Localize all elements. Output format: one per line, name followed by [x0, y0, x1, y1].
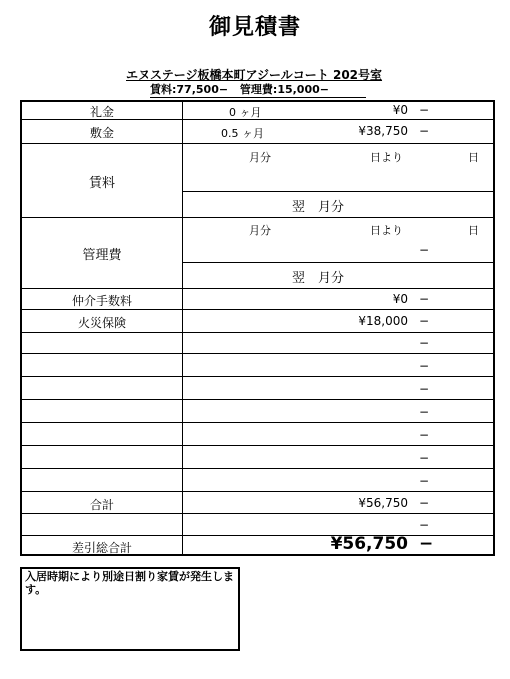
brokerage-dash: −: [419, 292, 430, 306]
blank-row-dash: −: [419, 428, 430, 442]
shikikin-label: 敷金: [89, 126, 114, 140]
management-day: 日: [468, 224, 479, 237]
row-line: [22, 332, 493, 333]
row-line: [22, 309, 493, 310]
blank-row-dash: −: [419, 474, 430, 488]
blank-row-dash: −: [419, 336, 430, 350]
blank-row-dash: −: [419, 359, 430, 373]
management-month-unit: 月分: [249, 224, 271, 237]
proration-note: 入居時期により別途日割り家賃が発生します。: [20, 567, 240, 651]
management-fee-amount: 管理費:15,000−: [239, 83, 329, 96]
shikikin-months: 0.5 ヶ月: [221, 127, 264, 140]
rent-amount: 賃料:77,500−: [150, 83, 229, 96]
brokerage-label: 仲介手数料: [71, 294, 132, 308]
management-dash: −: [419, 243, 430, 257]
shikikin-dash: −: [419, 124, 430, 138]
blank-row-dash: −: [419, 518, 430, 532]
row-line: [22, 353, 493, 354]
management-next-month: 翌 月分: [292, 271, 345, 286]
estimate-table: [20, 100, 495, 556]
grand-total-amount: ¥56,750: [330, 534, 408, 554]
insurance-amount: ¥18,000: [358, 314, 408, 328]
row-line: [22, 445, 493, 446]
blank-row-dash: −: [419, 382, 430, 396]
management-day-from: 日より: [370, 224, 403, 237]
management-label: 管理費: [82, 248, 122, 263]
rent-day: 日: [468, 151, 479, 164]
row-line: [22, 376, 493, 377]
row-line: [22, 217, 493, 218]
subtotal-amount: ¥56,750: [358, 496, 408, 510]
row-line: [182, 191, 493, 192]
rent-day-from: 日より: [370, 151, 403, 164]
reikin-amount: ¥0: [392, 103, 408, 117]
reikin-dash: −: [419, 103, 430, 117]
reikin-months: 0 ヶ月: [229, 106, 262, 119]
row-line: [182, 262, 493, 263]
row-line: [22, 468, 493, 469]
reikin-label: 礼金: [89, 105, 114, 119]
rent-label: 賃料: [88, 176, 115, 191]
row-line: [22, 513, 493, 514]
row-line: [22, 491, 493, 492]
property-name: エヌステージ板橋本町アジールコート 202号室: [126, 68, 383, 82]
row-line: [22, 399, 493, 400]
rent-next-month: 翌 月分: [292, 200, 345, 215]
row-line: [22, 288, 493, 289]
blank-row-dash: −: [419, 405, 430, 419]
grand-total-label: 差引総合計: [71, 541, 132, 555]
subtotal-label: 合計: [89, 498, 114, 512]
column-divider: [182, 102, 183, 554]
row-line: [22, 422, 493, 423]
row-line: [22, 143, 493, 144]
shikikin-amount: ¥38,750: [358, 124, 408, 138]
insurance-label: 火災保険: [77, 316, 126, 330]
grand-total-dash: −: [419, 534, 434, 554]
blank-row-dash: −: [419, 451, 430, 465]
rent-month-unit: 月分: [249, 151, 271, 164]
insurance-dash: −: [419, 314, 430, 328]
brokerage-amount: ¥0: [392, 292, 408, 306]
rent-summary: [150, 83, 366, 98]
subtotal-dash: −: [419, 496, 430, 510]
document-title: 御見積書: [208, 15, 301, 40]
